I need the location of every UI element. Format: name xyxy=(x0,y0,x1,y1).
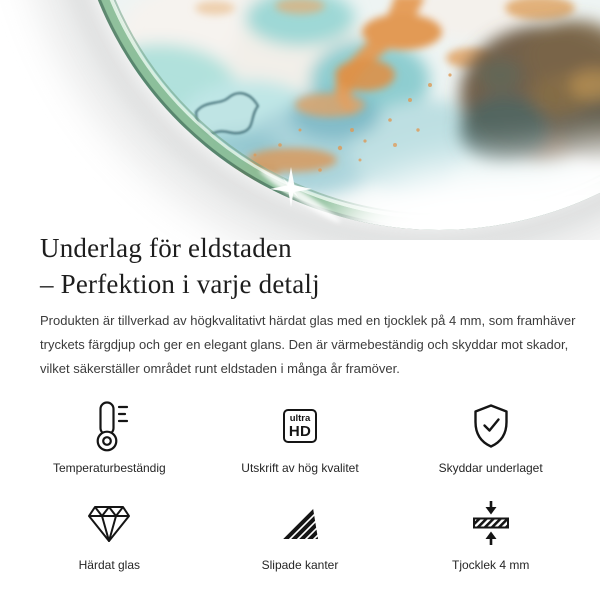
feature-label: Skyddar underlaget xyxy=(438,461,543,475)
feature-temperature-resistant xyxy=(14,398,205,475)
feature-high-quality-print xyxy=(205,398,396,475)
page-title xyxy=(40,230,320,302)
feature-protects-surface xyxy=(395,398,586,475)
feature-polished-edges xyxy=(205,495,396,572)
description-line: Produkten är tillverkad av högkvalitativt härdat glas med en tjocklek på 4 mm, som framhäver xyxy=(40,313,576,328)
hero-product-image xyxy=(0,0,600,240)
diamond-icon xyxy=(87,495,131,551)
description-line: tryckets färgdjup och ger en elegant glans. Den är värmebeständig och skyddar mot skador, xyxy=(40,337,569,352)
features-grid xyxy=(14,398,586,572)
feature-tempered-glass xyxy=(14,495,205,572)
feature-thickness-4mm xyxy=(395,495,586,572)
feature-label: Slipade kanter xyxy=(261,558,339,572)
description-line: vilket säkerställer området runt eldstaden i många år framöver. xyxy=(40,361,400,376)
product-description xyxy=(40,309,585,381)
feature-label: Temperaturbeständig xyxy=(52,461,166,475)
feature-label: Tjocklek 4 mm xyxy=(451,558,530,572)
ultra-hd-icon-text-top: ultra xyxy=(289,412,311,424)
glass-disc-illustration xyxy=(0,0,600,240)
ultra-hd-icon-text-bottom: HD xyxy=(288,422,312,440)
ultra-hd-icon xyxy=(283,398,317,454)
feature-label: Utskrift av hög kvalitet xyxy=(241,461,359,475)
shield-check-icon xyxy=(471,398,511,454)
feature-label: Härdat glas xyxy=(78,558,141,572)
beveled-edges-icon xyxy=(280,495,320,551)
page-title-line2: – Perfektion i varje detalj xyxy=(40,269,320,299)
page-title-line1: Underlag för eldstaden xyxy=(40,233,292,263)
thermometer-icon xyxy=(89,398,129,454)
thickness-icon xyxy=(469,495,513,551)
